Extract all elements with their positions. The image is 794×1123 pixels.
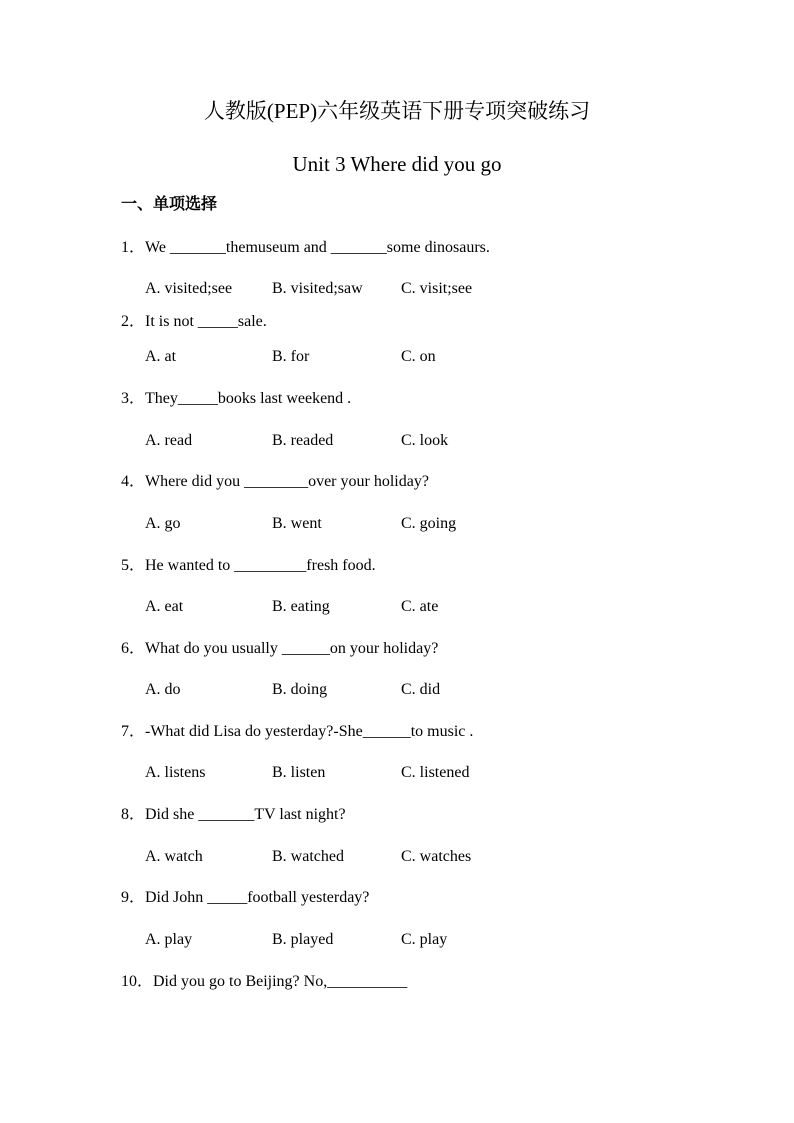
question-2: 2．It is not _____sale.	[121, 313, 267, 330]
option-a: A. visited;see	[145, 280, 233, 297]
worksheet-title: 人教版(PEP)六年级英语下册专项突破练习	[203, 99, 591, 123]
option-c: C. going	[401, 515, 457, 532]
option-a: A. eat	[145, 598, 184, 615]
option-b: B. visited;saw	[272, 280, 363, 297]
option-b: B. went	[272, 515, 322, 532]
question-1: 1．We _______themuseum and _______some dinosaurs.	[121, 239, 490, 256]
question-7: 7．-What did Lisa do yesterday?-She______to music .	[121, 723, 474, 740]
option-a: A. do	[145, 681, 181, 698]
section-heading: 一、单项选择	[121, 194, 218, 213]
option-b: B. watched	[272, 848, 344, 865]
option-b: B. eating	[272, 598, 330, 615]
option-c: C. look	[401, 432, 449, 449]
question-5: 5．He wanted to _________fresh food.	[121, 557, 376, 574]
question-8: 8．Did she _______TV last night?	[121, 806, 346, 823]
option-c: C. play	[401, 931, 448, 948]
question-6: 6．What do you usually ______on your holiday?	[121, 640, 439, 657]
question-4: 4．Where did you ________over your holiday?	[121, 473, 429, 490]
option-c: C. watches	[401, 848, 472, 865]
question-10: 10．Did you go to Beijing? No,__________	[121, 973, 408, 990]
question-9: 9．Did John _____football yesterday?	[121, 889, 370, 906]
option-a: A. watch	[145, 848, 203, 865]
option-a: A. play	[145, 931, 193, 948]
option-c: C. did	[401, 681, 441, 698]
option-b: B. readed	[272, 432, 334, 449]
option-b: B. doing	[272, 681, 328, 698]
option-b: B. listen	[272, 764, 326, 781]
option-c: C. on	[401, 348, 436, 365]
option-b: B. played	[272, 931, 334, 948]
unit-title: Unit 3 Where did you go	[292, 152, 502, 176]
option-a: A. go	[145, 515, 181, 532]
option-b: B. for	[272, 348, 310, 365]
question-3: 3．They_____books last weekend .	[121, 390, 352, 407]
option-a: A. read	[145, 432, 193, 449]
option-a: A. listens	[145, 764, 206, 781]
option-c: C. listened	[401, 764, 470, 781]
option-c: C. ate	[401, 598, 439, 615]
option-c: C. visit;see	[401, 280, 473, 297]
option-a: A. at	[145, 348, 177, 365]
